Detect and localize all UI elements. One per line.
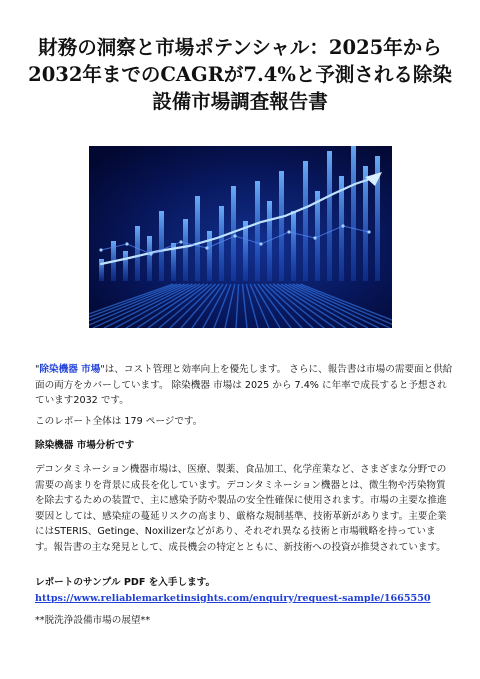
analysis-heading: 除染機器 市場分析です bbox=[35, 440, 135, 451]
hero-dot bbox=[367, 230, 370, 233]
hero-bar bbox=[303, 161, 308, 281]
hero-dot bbox=[287, 230, 290, 233]
analysis-paragraph: デコンタミネーション機器市場は、医療、製薬、食品加工、化学産業など、さまざまな分野での需要の高まりを背景に成長を化しています。デコンタミネーション機器とは、微生物や汚染物質を除去するための装置で、主に感染予防や製品の安全性確保に使用されます。市場の主要な推進要因としては、感染症の蔓延リスクの高まり、厳格な規制基準、技術革新があります。主要企業にはSTERIS、Getinge、Noxilizerなどがあり、それぞれ異なる技術と市場戦略を持っています。報告書の主な発見として、成長機会の特定とともに、新技術への投資が推奨されています。 bbox=[35, 464, 447, 553]
hero-dot bbox=[233, 234, 236, 237]
market-link[interactable]: 除染機器 市場 bbox=[39, 364, 101, 375]
hero-dot bbox=[259, 242, 262, 245]
hero-bar bbox=[183, 219, 188, 281]
sample-request bbox=[35, 575, 453, 606]
hero-dot bbox=[149, 252, 152, 255]
outlook-line: **脱洗浄設備市場の展望** bbox=[35, 615, 151, 626]
sample-label: レポートのサンプル PDF を入手します。 bbox=[35, 577, 216, 588]
intro-text: は、コスト管理と効率向上を優先します。 さらに、報告書は市場の需要面と供給面の両方をカバーしています。 除染機器 市場は 2025 から 7.4% に年率で成長すると予想されています2032 です。 bbox=[35, 364, 453, 406]
hero-bar bbox=[123, 251, 128, 281]
sample-url-link[interactable]: https://www.reliablemarketinsights.com/enquiry/request-sample/1665550 bbox=[35, 592, 431, 604]
hero-bar bbox=[351, 146, 356, 281]
hero-dot bbox=[179, 240, 182, 243]
intro-paragraph bbox=[35, 362, 453, 409]
hero-bar bbox=[255, 181, 260, 281]
hero-bar bbox=[195, 196, 200, 281]
hero-bar bbox=[279, 171, 284, 281]
hero-bar bbox=[327, 151, 332, 281]
hero-bar bbox=[159, 211, 164, 281]
hero-bar bbox=[291, 211, 296, 281]
hero-dot bbox=[99, 248, 102, 251]
hero-dot bbox=[125, 242, 128, 245]
page-count-line: このレポート全体は 179 ページです。 bbox=[35, 416, 203, 427]
hero-image-growth-chart bbox=[89, 146, 392, 328]
hero-bar bbox=[243, 221, 248, 281]
hero-dot bbox=[341, 224, 344, 227]
hero-bar bbox=[147, 236, 152, 281]
close-quote: " bbox=[100, 364, 105, 375]
hero-dot bbox=[205, 246, 208, 249]
hero-bar bbox=[219, 206, 224, 281]
page-title: 財務の洞察と市場ポテンシャル：2025年から2032年までのCAGRが7.4%と予測される除染設備市場調査報告書 bbox=[28, 36, 452, 113]
open-quote: " bbox=[35, 364, 40, 375]
hero-bar bbox=[99, 259, 104, 281]
hero-dot bbox=[313, 236, 316, 239]
hero-bar bbox=[363, 166, 368, 281]
hero-bar bbox=[135, 226, 140, 281]
